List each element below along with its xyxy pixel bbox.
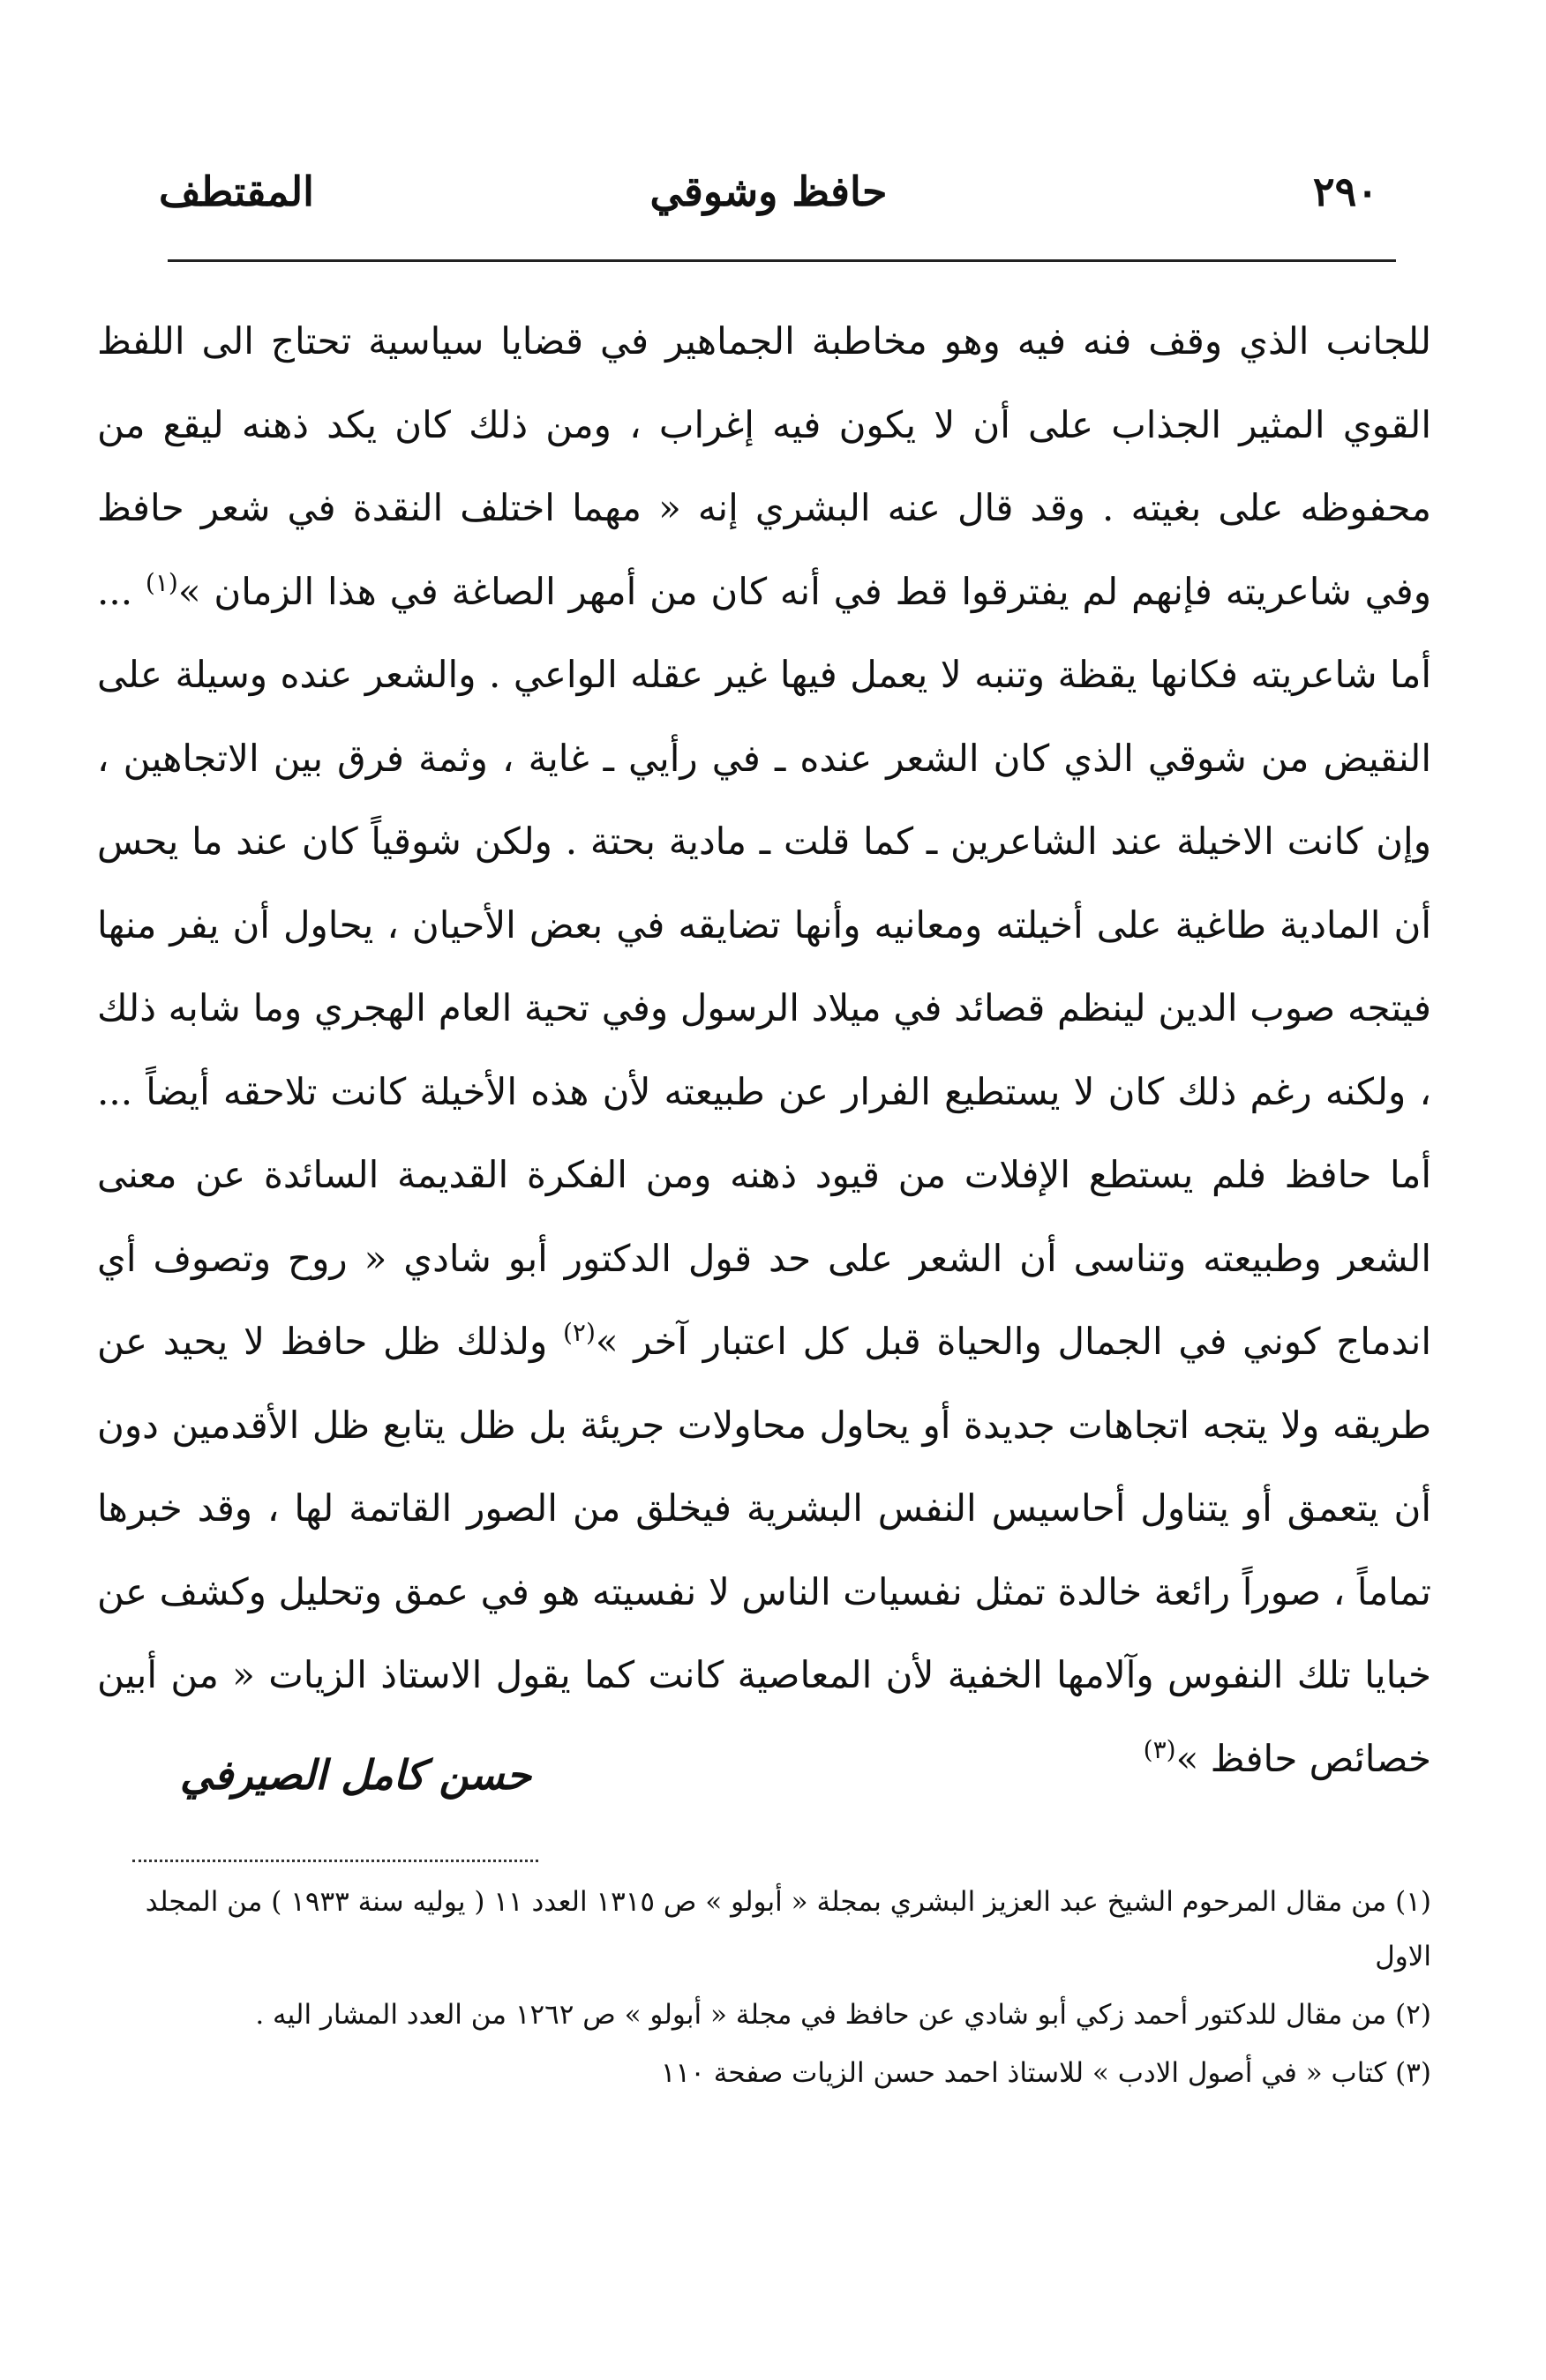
footnote-ref-3[interactable]: (٣) <box>1143 1734 1176 1764</box>
body-text-part-3: ولذلك ظل حافظ لا يحيد عن طريقه ولا يتجه اتجاهات جديدة أو يحاول محاولات جريئة بل ظل يتابع ظل الأقدمين دون أن يتعمق أو يتناول أحاسيس النفس البشرية فيخلق من الصور القاتمة لها ، وقد خبرها تماماً ، صوراً رائعة خالدة تمثل نفسيات الناس لا نفسيته هو في عمق وتحليل وكشف عن خبايا تلك النفوس وآلامها الخفية لأن المعاصية كانت كما يقول الاستاذ الزيات « من أبين خصائص حافظ » <box>97 1320 1431 1780</box>
body-text <box>97 300 1431 1800</box>
body-text-part-2: ... أما شاعريته فكانها يقظة وتنبه لا يعمل فيها غير عقله الواعي . والشعر عنده وسيلة على النقيض من شوقي الذي كان الشعر عنده ـ في رأيي ـ غاية ، وثمة فرق بين الاتجاهين ، وإن كانت الاخيلة عند الشاعرين ـ كما قلت ـ مادية بحتة . ولكن شوقياً كان عند ما يحس أن المادية طاغية على أخيلته ومعانيه وأنها تضايقه في بعض الأحيان ، يحاول أن يفر منها فيتجه صوب الدين لينظم قصائد في ميلاد الرسول وفي تحية العام الهجري وما شابه ذلك ، ولكنه رغم ذلك كان لا يستطيع الفرار عن طبيعته لأن هذه الأخيلة كانت تلاحقه أيضاً ... أما حافظ فلم يستطع الإفلات من قيود ذهنه ومن الفكرة القديمة السائدة عن معنى الشعر وطبيعته وتناسى أن الشعر على حد قول الدكتور أبو شادي « روح وتصوف أي اندماج كوني في الجمال والحياة قبل كل اعتبار آخر » <box>97 569 1431 1363</box>
footnotes <box>97 1875 1431 2104</box>
page-number: ٢٩٠ <box>1312 168 1378 215</box>
footnote-ref-2[interactable]: (٢) <box>562 1318 596 1347</box>
footnote-2: (٢) من مقال للدكتور أحمد زكي أبو شادي عن حافظ في مجلة « أبولو » ص ١٢٦٢ من العدد المشار اليه . <box>255 1999 1431 2031</box>
running-header <box>159 168 1378 238</box>
body-text-part-1: للجانب الذي وقف فنه فيه وهو مخاطبة الجماهير في قضايا سياسية تحتاج الى اللفظ القوي المثير الجذاب على أن لا يكون فيه إغراب ، ومن ذلك كان يكد ذهنه ليقع من محفوظه على بغيته . وقد قال عنه البشري إنه « مهما اختلف النقدة في شعر حافظ وفي شاعريته فإنهم لم يفترقوا قط في أنه كان من أمهر الصاغة في هذا الزمان » <box>97 319 1431 613</box>
journal-name: المقتطف <box>159 168 314 215</box>
header-rule <box>168 259 1396 262</box>
footnote-3: (٣) كتاب « في أصول الادب » للاستاذ احمد حسن الزيات صفحة ١١٠ <box>660 2057 1431 2089</box>
footnote-rule <box>132 1860 538 1862</box>
footnote-1: (١) من مقال المرحوم الشيخ عبد العزيز البشري بمجلة « أبولو » ص ١٣١٥ العدد ١١ ( يوليه سنة ١٩٣٣ ) من المجلد الاول <box>145 1886 1431 1972</box>
footnote-ref-1[interactable]: (١) <box>145 567 178 597</box>
author-signature: حسن كامل الصيرفي <box>179 1751 531 1799</box>
running-title: حافظ وشوقي <box>649 168 888 215</box>
body-paragraph <box>97 300 1431 1800</box>
